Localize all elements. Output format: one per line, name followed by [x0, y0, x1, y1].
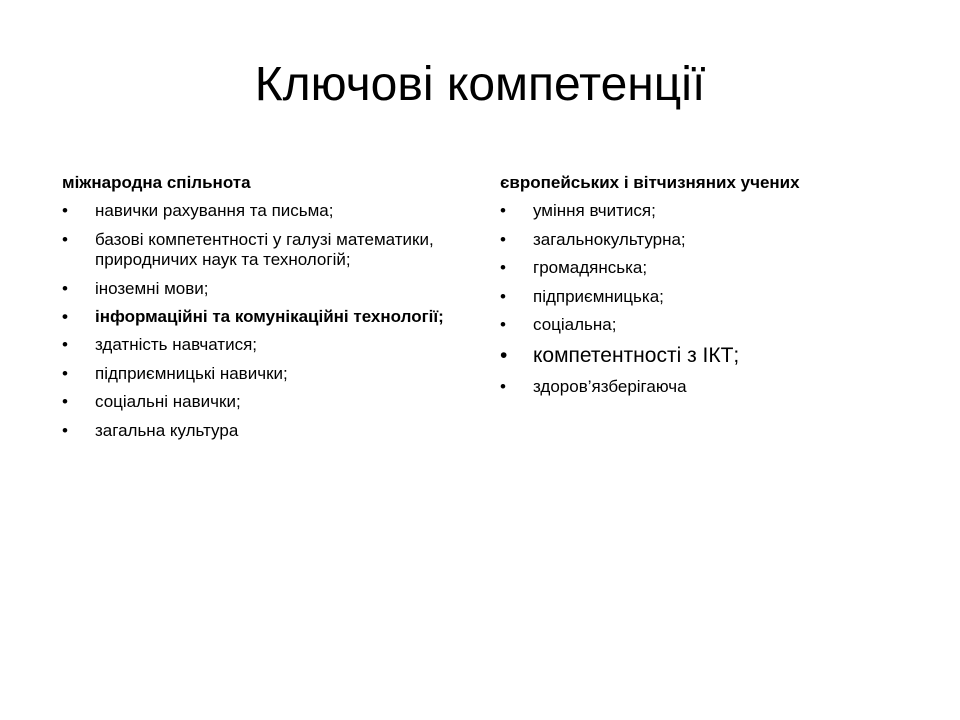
list-item-text: підприємницькі навички;: [95, 363, 288, 383]
left-column-list: [62, 201, 462, 441]
list-item-text: базові компетентності у галузі математики, природничих наук та технологій;: [95, 229, 434, 270]
bullet-icon: •: [500, 229, 506, 249]
list-item: [62, 335, 462, 355]
list-item: [62, 307, 462, 327]
list-item: [62, 201, 462, 221]
bullet-icon: •: [500, 201, 506, 221]
list-item: [62, 279, 462, 299]
list-item: [500, 230, 900, 250]
list-item-text: іноземні мови;: [95, 278, 209, 298]
bullet-icon: •: [62, 420, 68, 440]
list-item-text: підприємницька;: [533, 286, 664, 306]
list-item: [500, 201, 900, 221]
list-item: [62, 364, 462, 384]
bullet-icon: •: [500, 286, 506, 306]
list-item: [62, 230, 462, 271]
list-item-text: навички рахування та письма;: [95, 201, 334, 221]
list-item-text: загальна культура: [95, 420, 239, 440]
bullet-icon: •: [500, 258, 506, 278]
list-item-text: громадянська;: [533, 258, 648, 278]
bullet-icon: •: [62, 229, 68, 249]
bullet-icon: •: [62, 335, 68, 355]
left-column-heading: міжнародна спільнота: [62, 173, 251, 192]
right-column-list: [500, 201, 900, 397]
list-item-text: інформаційні та комунікаційні технології;: [95, 306, 444, 326]
list-item: [500, 315, 900, 335]
bullet-icon: •: [500, 314, 506, 334]
bullet-icon: •: [62, 306, 68, 326]
list-item: [500, 287, 900, 307]
list-item-text: загальнокультурна;: [533, 229, 686, 249]
list-item: [500, 343, 900, 368]
bullet-icon: •: [62, 392, 68, 412]
list-item-text: компетентності з ІКТ;: [533, 344, 740, 368]
list-item-text: соціальна;: [533, 314, 617, 334]
list-item: [62, 392, 462, 412]
bullet-icon: •: [62, 363, 68, 383]
bullet-icon: •: [62, 201, 68, 221]
bullet-icon: •: [500, 376, 506, 396]
list-item-text: соціальні навички;: [95, 392, 241, 412]
right-column: [500, 173, 900, 405]
right-column-heading: європейських і вітчизняних учених: [500, 173, 800, 192]
list-item-text: здоров’язберігаюча: [533, 376, 687, 396]
bullet-icon: •: [500, 344, 508, 368]
list-item-text: уміння вчитися;: [533, 201, 656, 221]
list-item: [500, 377, 900, 397]
list-item: [62, 421, 462, 441]
list-item-text: здатність навчатися;: [95, 335, 257, 355]
slide-title: Ключові компетенції: [254, 58, 706, 111]
left-column: [62, 173, 462, 449]
bullet-icon: •: [62, 278, 68, 298]
list-item: [500, 258, 900, 278]
